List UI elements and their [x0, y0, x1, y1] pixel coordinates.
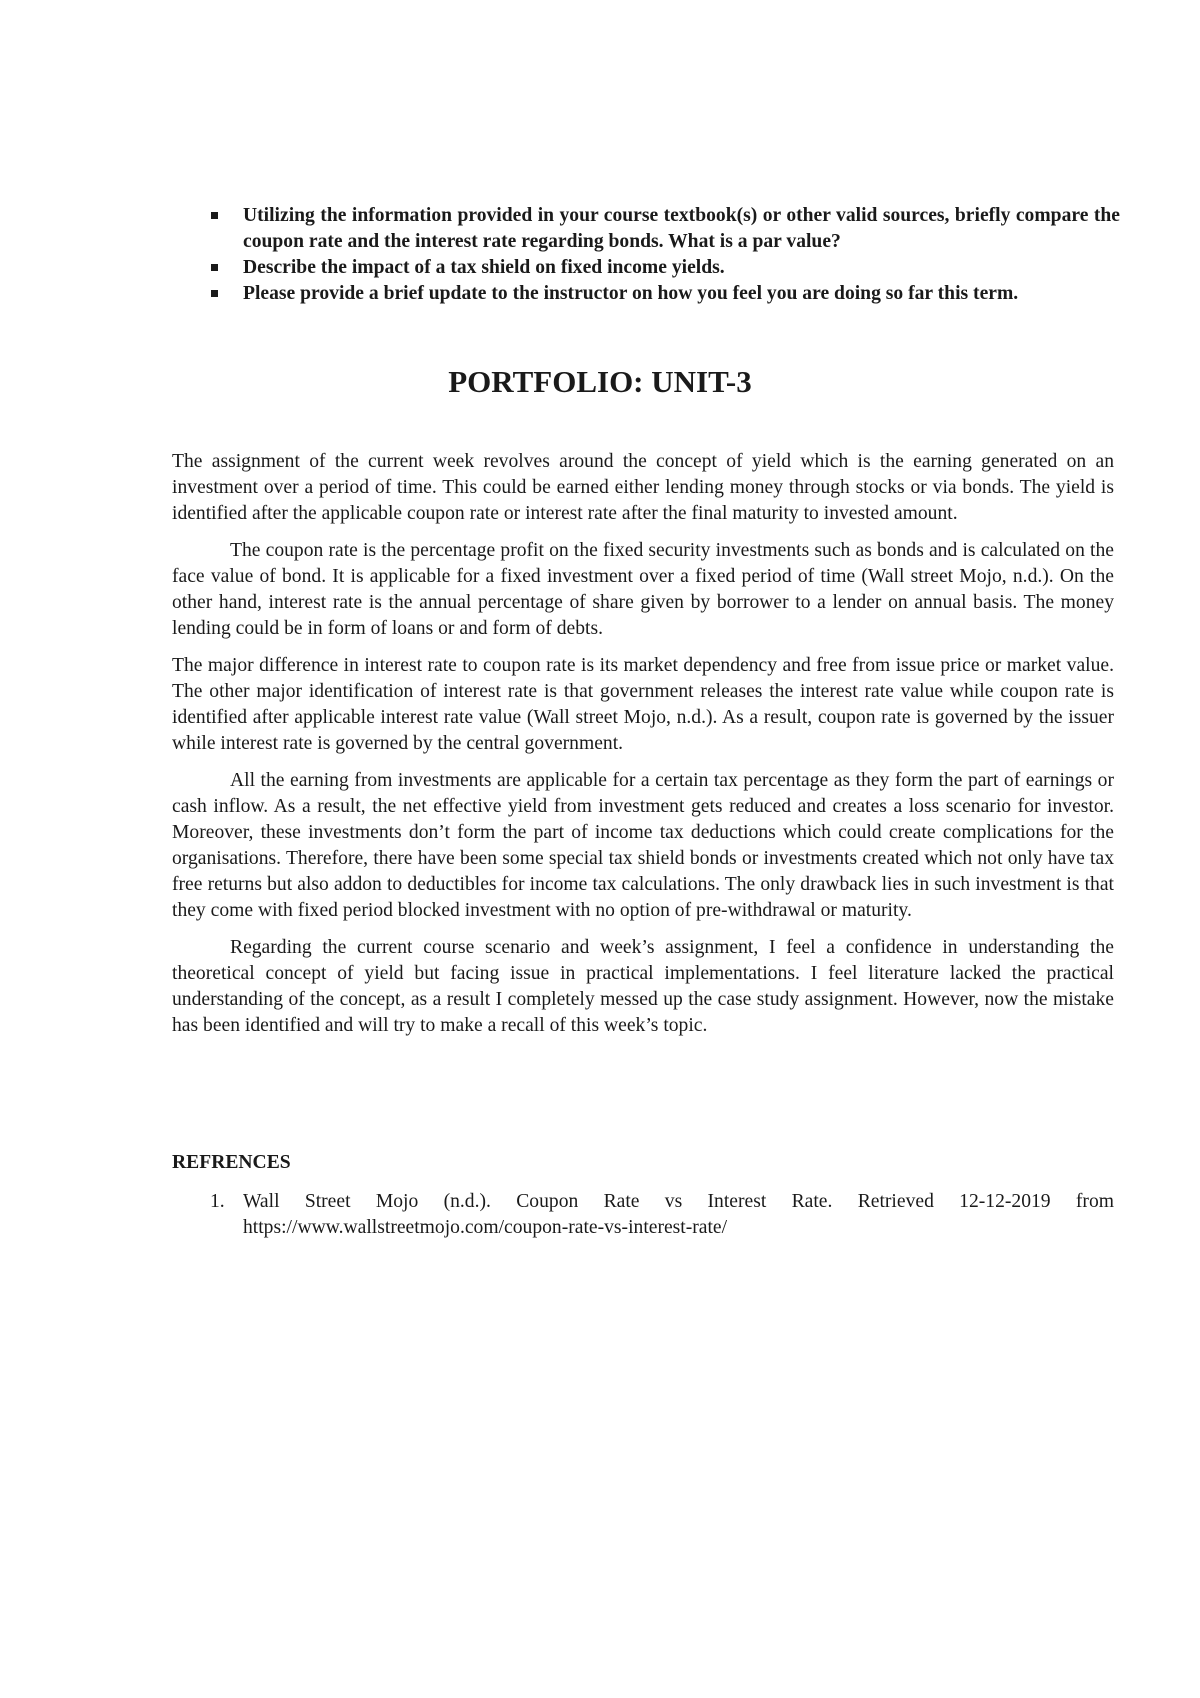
page-title: PORTFOLIO: UNIT-3 — [448, 364, 752, 399]
document-body — [172, 449, 1114, 1050]
paragraph-coupon-rate: The coupon rate is the percentage profit on the fixed security investments such as bonds and is calculated on the face value of bond. It is applicable for a fixed investment over a fixed period of time (Wall street Mojo, n.d.). On the other hand, interest rate is the annual percentage of share given by borrower to a lender on annual basis. The money lending could be in form of loans or and form of debts. — [172, 540, 1114, 639]
references-list — [200, 1189, 1114, 1241]
question-item: Please provide a brief update to the instructor on how you feel you are doing so far this term. — [200, 281, 1120, 307]
question-item: Utilizing the information provided in your course textbook(s) or other valid sources, briefly compare the coupon rate and the interest rate regarding bonds. What is a par value? — [200, 203, 1120, 255]
paragraph-update: Regarding the current course scenario and week’s assignment, I feel a confidence in understanding the theoretical concept of yield but facing issue in practical implementations. I feel literature lacked the practical understanding of the concept, as a result I completely messed up the case study assignment. However, now the mistake has been identified and will try to make a recall of this week’s topic. — [172, 937, 1114, 1036]
reference-number: 1. — [210, 1191, 225, 1212]
reference-text: Wall Street Mojo (n.d.). Coupon Rate vs Interest Rate. Retrieved 12-12-2019 from https://www.wallstreetmojo.com/coupon-rate-vs-interest-rate/ — [243, 1191, 1114, 1238]
paragraph-tax-shield: All the earning from investments are applicable for a certain tax percentage as they form the part of earnings or cash inflow. As a result, the net effective yield from investment gets reduced and creates a loss scenario for investor. Moreover, these investments don’t form the part of income tax deductions which could create complications for the organisations. Therefore, there have been some special tax shield bonds or investments created which not only have tax free returns but also addon to deductibles for income tax calculations. The only drawback lies in such investment is that they come with fixed period blocked investment with no option of pre-withdrawal or maturity. — [172, 770, 1114, 921]
assignment-questions — [200, 203, 1120, 307]
reference-item — [200, 1189, 1114, 1241]
paragraph-difference: The major difference in interest rate to coupon rate is its market dependency and free from issue price or market value. The other major identification of interest rate is that government releases the interest rate value while coupon rate is identified after applicable interest rate value (Wall street Mojo, n.d.). As a result, coupon rate is governed by the issuer while interest rate is governed by the central government. — [172, 655, 1114, 754]
question-item: Describe the impact of a tax shield on fixed income yields. — [200, 255, 1120, 281]
references-heading: REFRENCES — [172, 1152, 291, 1173]
paragraph-intro: The assignment of the current week revolves around the concept of yield which is the earning generated on an investment over a period of time. This could be earned either lending money through stocks or via bonds. The yield is identified after the applicable coupon rate or interest rate after the final maturity to invested amount. — [172, 451, 1114, 524]
